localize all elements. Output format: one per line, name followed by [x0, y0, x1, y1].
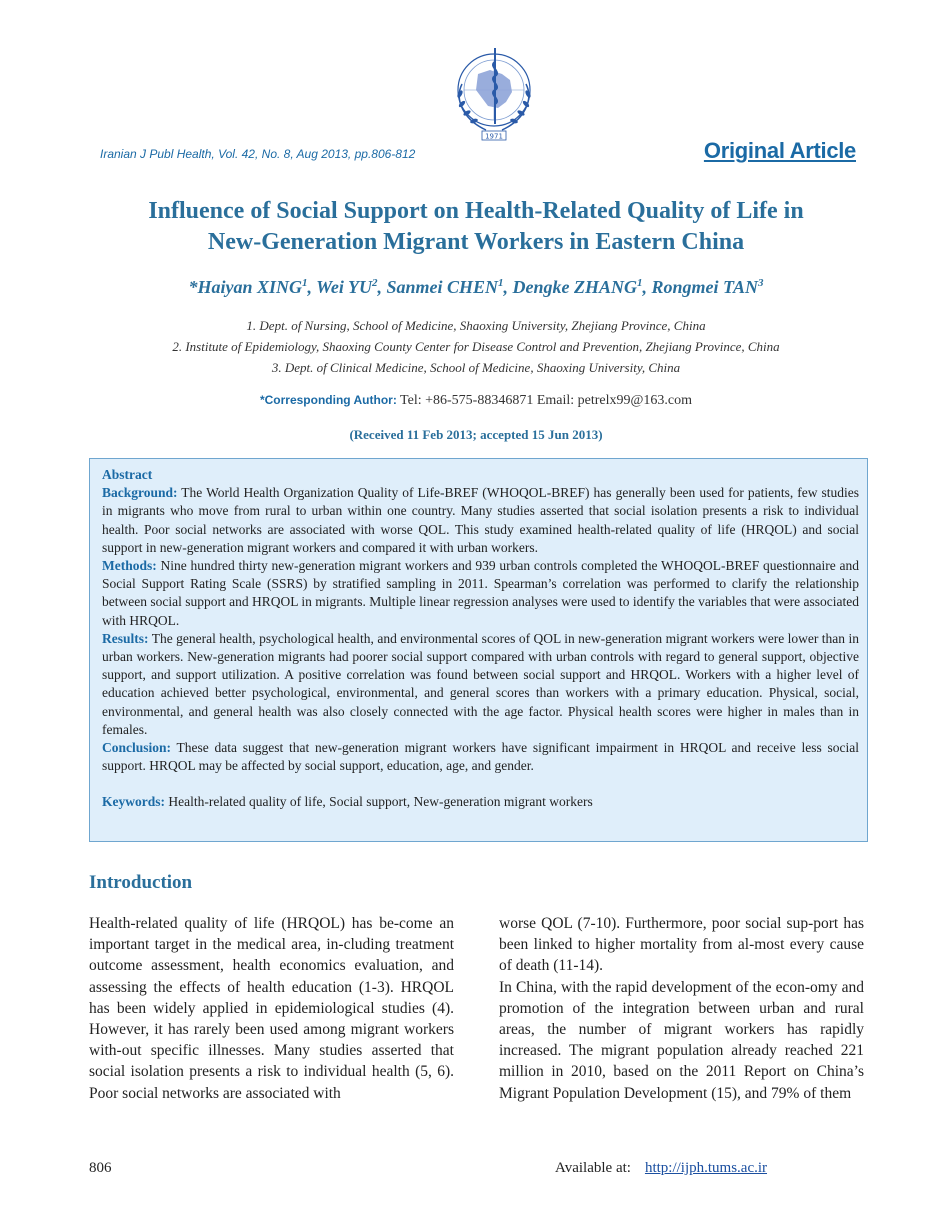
intro-paragraph: worse QOL (7-10). Furthermore, poor social sup-port has been linked to higher mortality from al-most every cause of death (11-14).	[499, 915, 864, 975]
keywords-label: Keywords:	[102, 794, 165, 810]
background-text: The World Health Organization Quality of Life-BREF (WHOQOL-BREF) has generally been used for patients, few studies in migrants who move from rural to urban within one country. Many studies asserted that social isolation presents a risk to individual health. Poor social networks are associated with worse QOL. This study examined health-related quality of life (HRQOL) and social support in new-generation migrant workers and compared it with urban workers.	[102, 485, 859, 555]
intro-column-right	[499, 913, 864, 1104]
title-line-1: Influence of Social Support on Health-Related Quality of Life in	[148, 198, 804, 224]
author-affiliation-mark: 1	[498, 277, 504, 289]
abstract-conclusion	[102, 739, 859, 775]
abstract-background	[102, 484, 859, 557]
intro-paragraph: In China, with the rapid development of the econ-omy and promotion of the integration between urban and rural areas, the number of migrant workers has rapidly increased. The migrant population already reached 221 million in 2010, based on the 2011 Report on China’s Migrant Population Development (15), and 79% of them	[499, 978, 864, 1102]
author: Rongmei TAN	[651, 277, 759, 297]
corresponding-label: *Corresponding Author:	[259, 393, 397, 407]
conclusion-label: Conclusion:	[102, 740, 172, 756]
section-heading-introduction: Introduction	[89, 872, 193, 893]
affiliation-1: 1. Dept. of Nursing, School of Medicine, Shaoxing University, Zhejiang Province, China	[246, 318, 706, 333]
author: Dengke ZHANG	[512, 277, 638, 297]
author-affiliation-mark: 2	[371, 277, 378, 289]
article-type: Original Article	[703, 138, 856, 163]
abstract-heading: Abstract	[102, 467, 153, 482]
results-label: Results:	[102, 630, 149, 646]
background-label: Background:	[102, 485, 178, 501]
journal-citation: Iranian J Publ Health, Vol. 42, No. 8, Aug 2013, pp.806-812	[100, 147, 416, 161]
author-affiliation-mark: 1	[301, 277, 308, 289]
conclusion-text: These data suggest that new-generation migrant workers have significant impairment in HRQOL and receive less social support. HRQOL may be affected by social support, education, age, and gender.	[102, 740, 859, 774]
corresponding-author	[40, 393, 912, 409]
methods-label: Methods:	[102, 558, 157, 574]
abstract-box	[89, 458, 868, 842]
logo-year: 1971	[485, 132, 503, 141]
author: Wei YU	[316, 277, 372, 297]
corresponding-contact: Tel: +86-575-88346871 Email: petrelx99@163.com	[396, 393, 693, 408]
abstract-methods	[102, 557, 859, 630]
who-emblem-iran-icon	[440, 40, 548, 144]
author-separator: ,	[377, 277, 387, 297]
results-text: The general health, psychological health, and environmental scores of QOL in new-generation migrant workers were lower than in urban workers. New-generation migrants had poorer social support compared with urban controls with regard to general support, objective support, and support utilization. A positive correlation was found between social support and HRQOL. Workers with a higher level of education achieved better psychological, environmental, and general scores than workers with a primary education. Physical, social, environmental, and general health was also closely connected with the age factor. Physical health scores were higher in males than in females.	[102, 630, 859, 737]
page-number: 806	[89, 1160, 112, 1176]
author-separator: ,	[307, 277, 317, 297]
keywords-text: Health-related quality of life, Social support, New-generation migrant workers	[165, 794, 593, 810]
intro-column-left	[89, 913, 454, 1104]
methods-text: Nine hundred thirty new-generation migrant workers and 939 urban controls completed the WHOQOL-BREF questionnaire and Social Support Rating Scale (SSRS) by stratified sampling in 2011. Spearman’s correlation was performed to clarify the relationship between social support and HRQOL in migrants. Multiple linear regression analyses were used to identify the variables that were associated with HRQOL.	[102, 558, 859, 628]
author: Sanmei CHEN	[386, 277, 499, 297]
available-label: Available at:	[555, 1160, 631, 1176]
affiliation-2: 2. Institute of Epidemiology, Shaoxing County Center for Disease Control and Prevention, Zhejiang Province, China	[172, 339, 780, 354]
author: *Haiyan XING	[188, 277, 302, 297]
author-affiliation-mark: 3	[758, 277, 764, 289]
author-separator: ,	[642, 277, 652, 297]
author-list	[40, 277, 912, 298]
affiliation-3: 3. Dept. of Clinical Medicine, School of Medicine, Shaoxing University, China	[271, 360, 681, 375]
paper-title	[60, 196, 892, 258]
author-separator: ,	[503, 277, 513, 297]
title-line-2: New-Generation Migrant Workers in Eastern China	[207, 229, 745, 255]
abstract-keywords	[102, 793, 859, 811]
availability	[555, 1160, 767, 1177]
author-affiliation-mark: 1	[637, 277, 643, 289]
intro-paragraph: Health-related quality of life (HRQOL) has be-come an important target in the medical area, in-cluding treatment outcome assessment, health economics evaluation, and assessing the effects of health education (1-3). HRQOL has been widely applied in epidemiological studies (4). However, it has rarely been used among migrant workers with-out specific illnesses. Many studies asserted that social isolation presents a risk to individual health (5, 6). Poor social networks are associated with	[89, 915, 454, 1102]
received-dates: (Received 11 Feb 2013; accepted 15 Jun 2013)	[349, 427, 603, 442]
journal-url-link[interactable]: http://ijph.tums.ac.ir	[644, 1160, 768, 1176]
journal-logo	[440, 40, 548, 144]
abstract-results	[102, 630, 859, 739]
